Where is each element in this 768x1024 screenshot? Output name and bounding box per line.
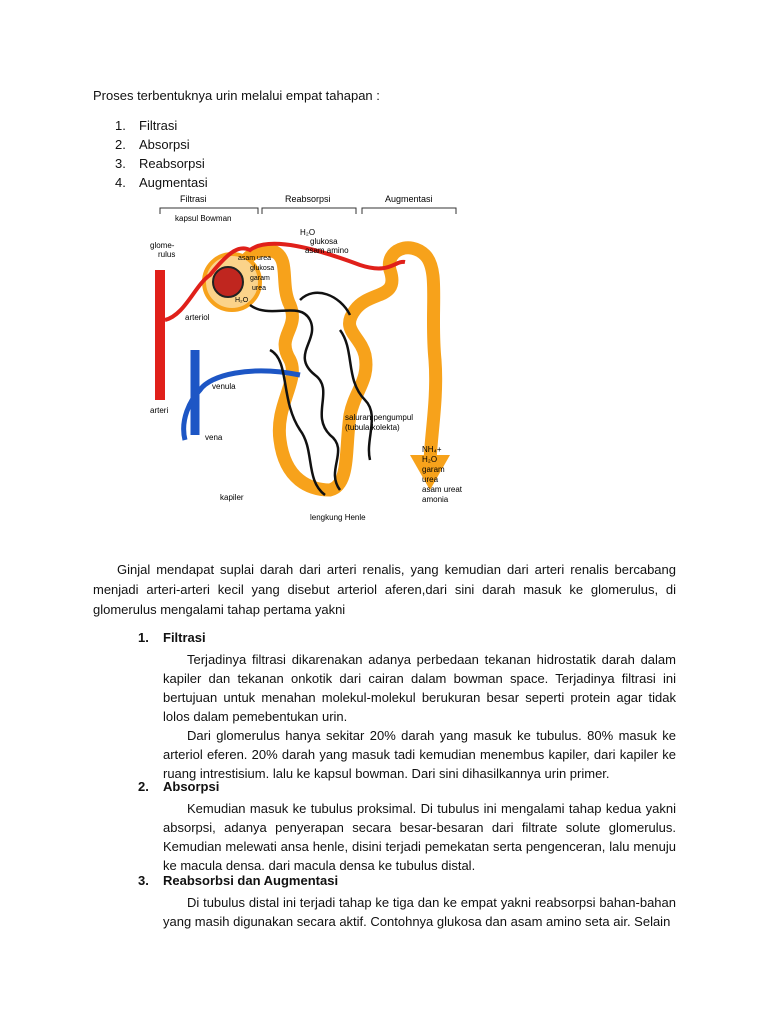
label-arteriol: arteriol	[185, 313, 210, 322]
label-kapiler: kapiler	[220, 493, 244, 502]
section-body: Terjadinya filtrasi dikarenakan adanya perbedaan tekanan hidrostatik darah dalam kapiler dan tekanan onkotik dari cairan dalam bowman space. Terjadinya filtrasi ini bertujuan untuk menahan molekul-molekul berukuran besar seperti protein agar tidak lolos dalam pemebentukan urin. Dari glomerulus hanya sekitar 20% darah yang masuk ke tubulus. 80% masuk ke arteriol eferen. 20% darah yang masuk tadi kemudian menembus kapiler, dari kapiler ke ruang intrestisium. lalu ke kapsul bowman. Dari sini dihasilkannya urin primer.	[163, 652, 676, 781]
label-saluran-2: (tubula kolekta)	[345, 423, 400, 432]
section-heading: 1. Filtrasi	[138, 630, 206, 645]
section-filtrasi	[138, 630, 676, 783]
stage-label-augmentasi: Augmentasi	[385, 194, 433, 204]
label-urea-out: urea	[422, 475, 439, 484]
label-glomerulus: glome-	[150, 241, 175, 250]
list-item: 4. Augmentasi	[115, 175, 208, 190]
section-reabsorbsi	[138, 873, 676, 931]
label-asam-urea: asam urea	[238, 255, 272, 262]
label-garam-out: garam	[422, 465, 445, 474]
label-asam-amino-top: asam amino	[305, 246, 349, 255]
section-body: Di tubulus distal ini terjadi tahap ke tiga dan ke empat yakni reabsorpsi bahan-bahan yang masih digunakan secara aktif. Contohnya glukosa dan asam amino seta air. Selain	[163, 895, 676, 929]
section-heading: 3. Reabsorbsi dan Augmentasi	[138, 873, 339, 888]
section-body: Kemudian masuk ke tubulus proksimal. Di tubulus ini mengalami tahap kedua yakni absorpsi, adanya penyerapan secara besar-besaran dari filtrate solute glomerulus. Kemudian melewati ansa henle, disini terjadi pemekatan serta pengenceran, lalu menuju ke macula densa. dari macula densa ke tubulus distal.	[163, 801, 676, 873]
label-lengkung-henle: lengkung Henle	[310, 513, 366, 522]
section-heading: 2. Absorpsi	[138, 779, 220, 794]
label-h2o-top: H₂O	[300, 228, 316, 237]
label-amonia: amonia	[422, 495, 449, 504]
glomerulus-knot	[213, 267, 243, 297]
stage-label-filtrasi: Filtrasi	[180, 194, 207, 204]
section-absorpsi	[138, 779, 676, 875]
stage-label-reabsorpsi: Reabsorpsi	[285, 194, 331, 204]
label-nh4: NH₄+	[422, 445, 442, 454]
nephron-illustration	[140, 190, 475, 530]
label-h2o-out: H₂O	[422, 455, 438, 464]
label-glukosa-in: glukosa	[250, 265, 275, 272]
label-vena: vena	[205, 433, 223, 442]
label-kapsul: kapsul Bowman	[175, 214, 232, 223]
nephron-diagram	[140, 190, 475, 530]
paragraph-intro: Ginjal mendapat suplai darah dari arteri renalis, yang kemudian dari arteri renalis bercabang menjadi arteri-arteri kecil yang disebut arteriol aferen,dari sini darah masuk ke glomerulus, di glomerulus mengalami tahap pertama yakni	[93, 562, 676, 617]
label-venula: venula	[212, 382, 236, 391]
list-item: 3. Reabsorpsi	[115, 156, 205, 171]
list-item: 1. Filtrasi	[115, 118, 178, 133]
label-saluran: saluran pengumpul	[345, 413, 414, 422]
list-item: 2. Absorpsi	[115, 137, 190, 152]
label-arteri: arteri	[150, 406, 169, 415]
label-garam-in: garam	[250, 275, 270, 282]
intro-text: Proses terbentuknya urin melalui empat tahapan :	[93, 88, 380, 103]
label-asam-ureat: asam ureat	[422, 485, 463, 494]
stage-list	[115, 118, 208, 194]
label-h2o-in: H₂O	[235, 297, 249, 304]
label-glomerulus-2: rulus	[158, 250, 176, 259]
label-glukosa-top: glukosa	[310, 237, 338, 246]
label-urea-in: urea	[252, 285, 267, 292]
